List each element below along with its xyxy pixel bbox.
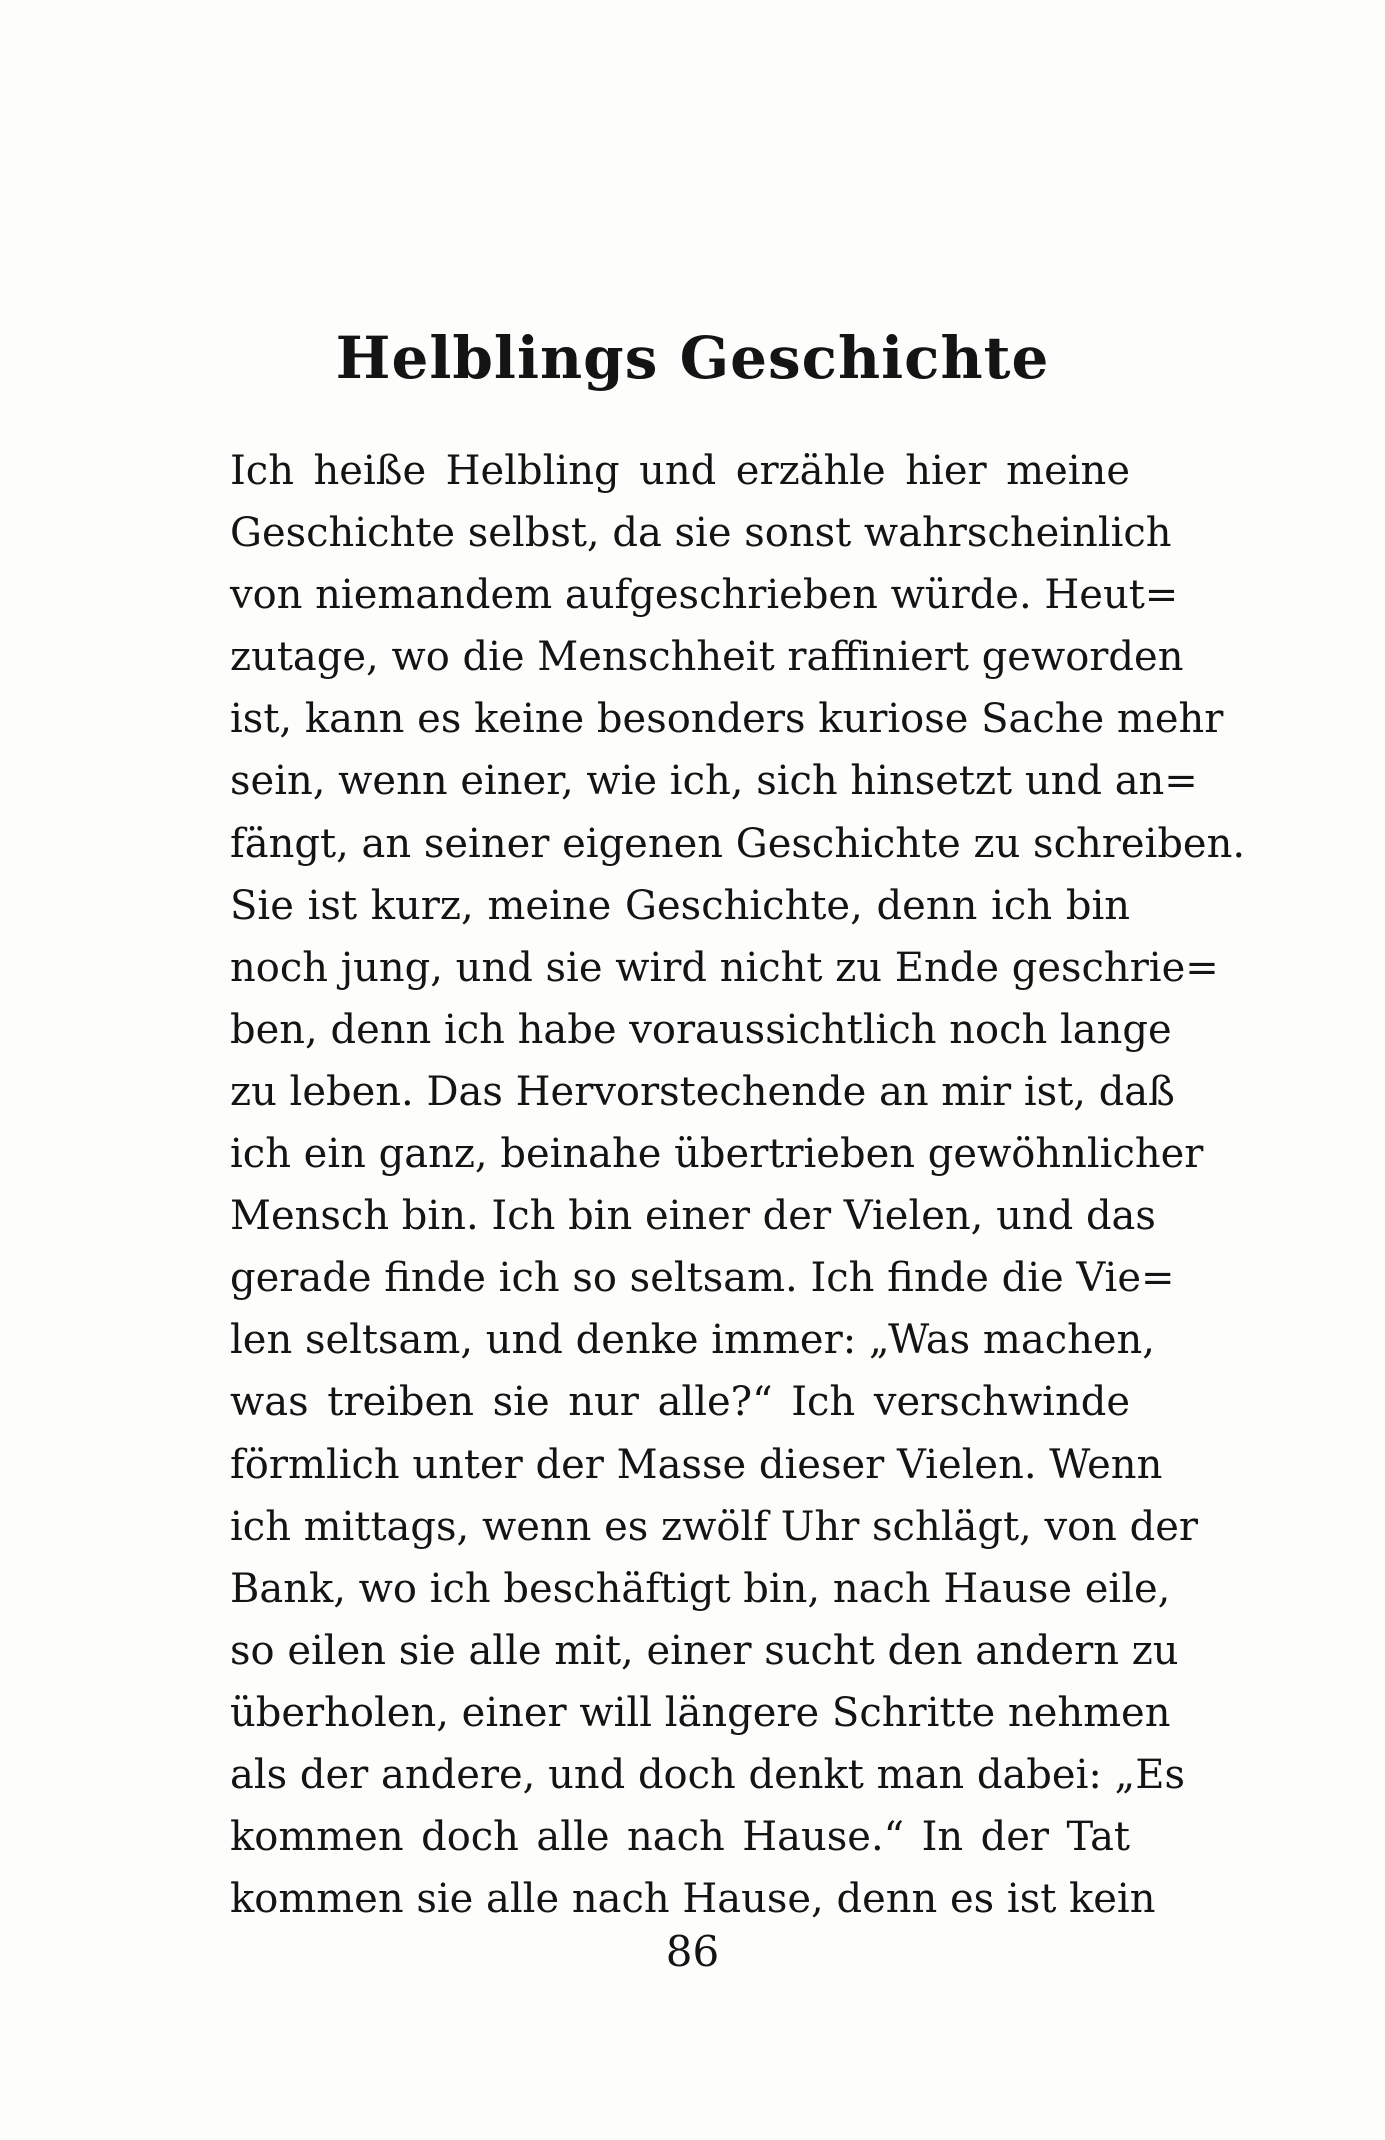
- text-line: noch jung, und sie wird nicht zu Ende geschrie=: [230, 944, 1219, 991]
- text-line: Geschichte selbst, da sie sonst wahrscheinlich: [230, 510, 1172, 557]
- chapter-title: Helblings Geschichte: [335, 324, 1050, 392]
- text-line: kommen doch alle nach Hause.“ In der Tat: [230, 1814, 1130, 1861]
- text-line: Sie ist kurz, meine Geschichte, denn ich bin: [230, 882, 1130, 929]
- text-line: ich ein ganz, beinahe übertrieben gewöhnlicher: [230, 1131, 1204, 1178]
- text-line: als der andere, und doch denkt man dabei: „Es: [230, 1751, 1185, 1798]
- text-line: gerade finde ich so seltsam. Ich finde die Vie=: [230, 1255, 1175, 1302]
- body-text: [230, 440, 1246, 1930]
- text-line: von niemandem aufgeschrieben würde. Heut=: [230, 572, 1179, 619]
- text-line: ich mittags, wenn es zwölf Uhr schlägt, von der: [230, 1503, 1199, 1550]
- text-line: ben, denn ich habe voraussichtlich noch lange: [230, 1006, 1172, 1053]
- text-line: was treiben sie nur alle?“ Ich verschwinde: [230, 1379, 1130, 1426]
- text-line: fängt, an seiner eigenen Geschichte zu schreiben.: [230, 820, 1246, 867]
- text-line: so eilen sie alle mit, einer sucht den andern zu: [230, 1627, 1179, 1674]
- text-line: zu leben. Das Hervorstechende an mir ist, daß: [230, 1068, 1175, 1115]
- text-line: ist, kann es keine besonders kuriose Sache mehr: [230, 696, 1224, 743]
- text-line: sein, wenn einer, wie ich, sich hinsetzt und an=: [230, 758, 1198, 805]
- text-line: zutage, wo die Menschheit raffiniert geworden: [230, 634, 1184, 681]
- text-line: überholen, einer will längere Schritte nehmen: [230, 1689, 1171, 1736]
- page-number: 86: [665, 1927, 720, 1976]
- text-line: Mensch bin. Ich bin einer der Vielen, und das: [230, 1193, 1156, 1240]
- text-line: Bank, wo ich beschäftigt bin, nach Hause eile,: [230, 1565, 1171, 1612]
- text-line: Ich heiße Helbling und erzähle hier meine: [230, 448, 1130, 494]
- text-line: len seltsam, und denke immer: „Was machen,: [230, 1317, 1155, 1364]
- text-line: kommen sie alle nach Hause, denn es ist kein: [230, 1876, 1156, 1923]
- text-line: förmlich unter der Masse dieser Vielen. Wenn: [230, 1441, 1163, 1488]
